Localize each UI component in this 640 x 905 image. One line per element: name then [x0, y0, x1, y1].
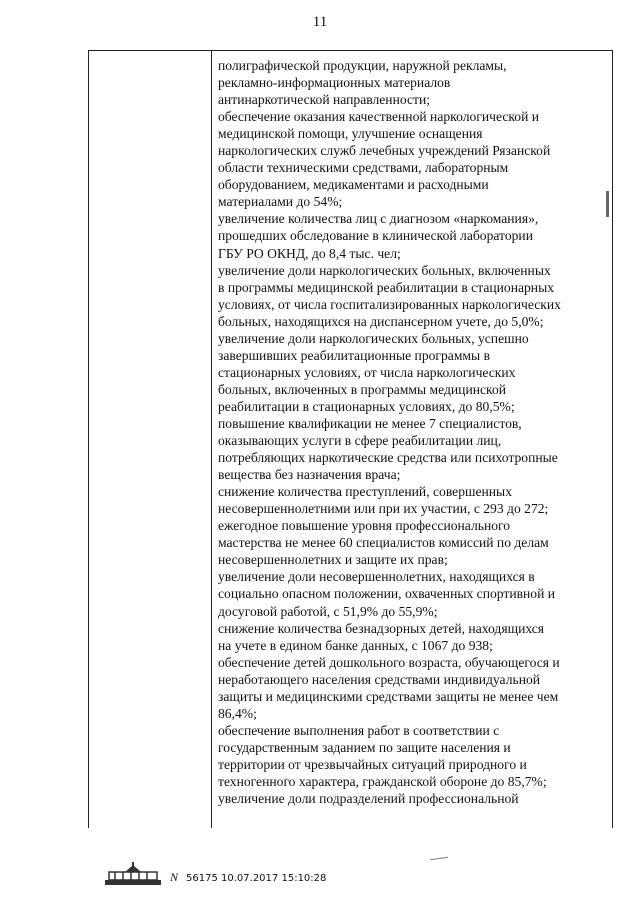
column-divider — [211, 51, 212, 828]
text-line: условиях, от числа госпитализированных наркологических — [218, 296, 561, 312]
stray-pen-mark — [430, 857, 448, 860]
text-line: антинаркотической направленности; — [218, 92, 431, 108]
text-line: оказывающих услуги в сфере реабилитации лиц, — [218, 433, 502, 449]
text-line: досуговой работой, с 51,9% до 55,9%; — [218, 603, 438, 619]
stamp-prefix: N — [170, 870, 179, 884]
text-line: техногенного характера, гражданской обороне до 85,7%; — [218, 773, 547, 789]
text-line: реабилитации в стационарных условиях, до 80,5%; — [218, 398, 515, 414]
text-line: увеличение доли несовершеннолетних, находящихся в — [218, 569, 535, 585]
text-line: больных, находящихся на диспансерном учете, до 5,0%; — [218, 313, 544, 329]
text-line: вещества без назначения врача; — [218, 467, 401, 483]
text-line: территории от чрезвычайных ситуаций природного и — [218, 756, 527, 772]
text-line: защиты и медицинскими средствами защиты не менее чем — [218, 688, 559, 704]
text-line: несовершеннолетними или при их участии, с 293 до 272; — [218, 501, 549, 517]
text-line: больных, включенных в программы медицинской — [218, 381, 507, 397]
text-line: оборудованием, медикаментами и расходными — [218, 177, 489, 193]
text-line: ежегодное повышение уровня профессионального — [218, 518, 511, 534]
text-line: 86,4%; — [218, 705, 257, 721]
text-line: увеличение доли наркологических больных, включенных — [218, 262, 551, 278]
stamp-time: 15:10:28 — [281, 873, 327, 884]
text-line: обеспечение выполнения работ в соответствии с — [218, 722, 500, 738]
text-line: медицинской помощи, улучшение оснащения — [218, 126, 483, 142]
text-line: прошедших обследование в клинической лаборатории — [218, 228, 533, 244]
text-line: несовершеннолетних и защите их прав; — [218, 552, 448, 568]
text-line: мастерства не менее 60 специалистов комиссий по делам — [218, 535, 549, 551]
text-line: увеличение доли наркологических больных, успешно — [218, 330, 529, 346]
text-line: материалами до 54%; — [218, 194, 343, 210]
text-line: области техническими средствами, лабораторным — [218, 160, 509, 176]
text-line: социально опасном положении, охваченных спортивной и — [218, 586, 556, 602]
text-line: обеспечение детей дошкольного возраста, обучающегося и — [218, 654, 560, 670]
text-line: снижение количества безнадзорных детей, находящихся — [218, 620, 545, 636]
text-line: завершивших реабилитационные программы в — [218, 347, 490, 363]
text-line: стационарных условиях, от числа наркологических — [218, 364, 516, 380]
page-footer — [0, 862, 640, 892]
stamp-date: 10.07.2017 — [221, 873, 279, 884]
text-line: государственным заданием по защите населения и — [218, 739, 511, 755]
text-line: повышение квалификации не менее 7 специалистов, — [218, 415, 522, 431]
text-line: на учете в едином банке данных, с 1067 до 938; — [218, 637, 493, 653]
registration-stamp — [170, 870, 326, 885]
building-seal-icon — [103, 862, 163, 886]
document-table — [88, 50, 613, 828]
stamp-number: 56175 — [186, 873, 218, 884]
text-line: в программы медицинской реабилитации в стационарных — [218, 279, 555, 295]
text-line: увеличение доли подразделений профессиональной — [218, 791, 519, 807]
text-line: увеличение количества лиц с диагнозом «наркомания», — [218, 211, 539, 227]
text-line: ГБУ РО ОКНД, до 8,4 тыс. чел; — [218, 245, 401, 261]
table-text-cell — [218, 57, 610, 807]
page-number: 11 — [312, 14, 328, 30]
text-line: наркологических служб лечебных учреждений Рязанской — [218, 143, 551, 159]
text-line: неработающего населения средствами индивидуальной — [218, 671, 541, 687]
text-line: потребляющих наркотические средства или психотропные — [218, 450, 558, 466]
text-line: полиграфической продукции, наружной рекламы, — [218, 58, 507, 73]
text-line: обеспечение оказания качественной наркологической и — [218, 109, 540, 125]
text-line: рекламно-информационных материалов — [218, 75, 451, 91]
text-line: снижение количества преступлений, совершенных — [218, 484, 512, 500]
